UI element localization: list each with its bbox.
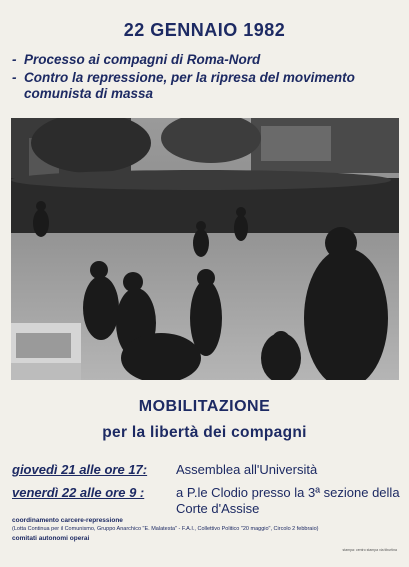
event-when: venerdì 22 alle ore 9 :	[12, 485, 145, 500]
poster-date-title: 22 GENNAIO 1982	[123, 20, 286, 40]
printer-credit: stampa: centro stampa via tiburtina	[342, 548, 397, 552]
crowd-photo	[11, 118, 399, 380]
bullet-list	[12, 52, 402, 104]
bullet-text: Contro la repressione, per la ripresa del movimento comunista di massa	[24, 70, 355, 101]
event-what: a P.le Clodio presso la 3ª sezione della Corte d'Assise	[176, 485, 400, 516]
footer	[12, 516, 402, 543]
footer-line: coordinamento carcere-repressione	[12, 517, 123, 524]
footer-line: comitati autonomi operai	[12, 535, 90, 542]
bullet-marker: -	[12, 52, 17, 67]
headline: MOBILITAZIONE	[138, 398, 271, 415]
bullet-marker: -	[12, 70, 17, 85]
crowd-photo-image	[11, 118, 399, 380]
event-item	[12, 462, 402, 478]
subheadline: per la libertà dei compagni	[102, 424, 307, 441]
bullet-item	[12, 52, 402, 68]
bullet-text: Processo ai compagni di Roma-Nord	[24, 52, 261, 67]
footer-line: (Lotta Continua per il Comunismo, Gruppo Anarchico "E. Malatesta" - F.A.I., Collettivo Politico "20 maggio", Circolo 2 febbraio)	[12, 526, 319, 532]
event-item	[12, 485, 402, 517]
event-when: giovedì 21 alle ore 17:	[12, 462, 148, 477]
event-what: Assemblea all'Università	[176, 462, 318, 477]
bullet-item	[12, 70, 402, 102]
